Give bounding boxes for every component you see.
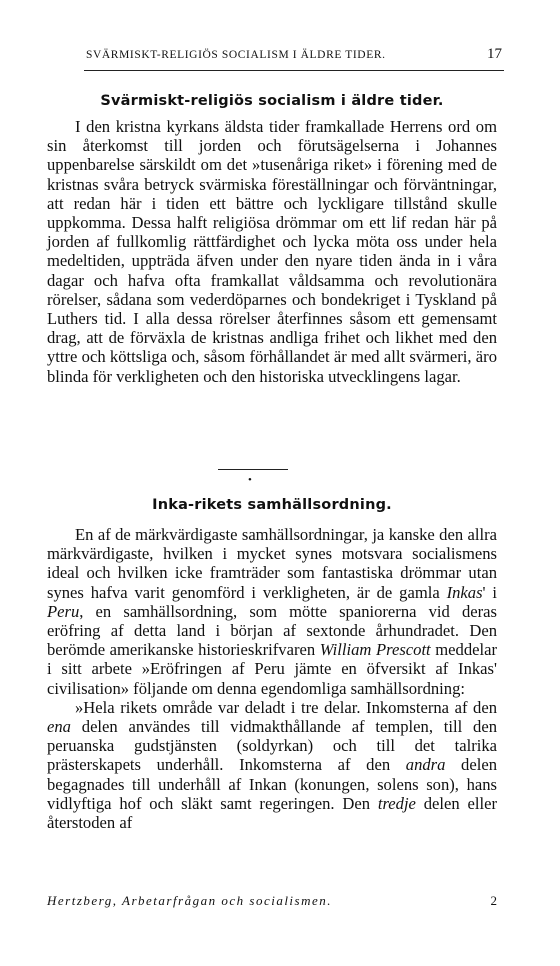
page-number: 17 <box>487 46 502 62</box>
footer-book-title: Hertzberg, Arbetarfrågan och socialismen. <box>47 893 333 908</box>
text-run: delen begagnades till underhåll af Inkan (konungen, solens son), hans vidlyftiga hof och släkt samt regeringen. Den <box>47 755 497 813</box>
emphasis-inkas: Inkas <box>446 582 483 602</box>
emphasis-andra: andra <box>405 755 446 775</box>
text-run: delen eller återstoden af <box>47 793 497 833</box>
section-2 <box>47 497 497 832</box>
text-run: delen användes till vidmakthållande af templen, till den peruanska gudstjänsten (soldyrkan) och till det talrika prästerskapets underhåll. Inkomsterna af den <box>47 717 497 775</box>
header-rule <box>84 70 504 71</box>
paragraph <box>47 698 497 832</box>
page-footer <box>47 893 497 909</box>
section-divider <box>218 469 288 470</box>
paragraph: I den kristna kyrkans äldsta tider framkallade Herrens ord om sin återkomst till jorden och förutsägelserna i Johannes uppenbarelse särskildt om det »tusenåriga riket» i förening med de kristnas svåra betryck svärmiska föreställningar och förväntningar, att redan här i tiden ett bättre och lyckligare tillstånd skulle uppkomma. Dessa halft religiösa drömmar om ett lif redan här på jorden af fullkomlig rättfärdighet och lycka möta oss under hela medeltiden, uppträda äfven under den nyare tiden ända in i våra dagar och hafva ofta framkallat våldsamma och revolutionära rörelser, sådana som vederdöparnes och bondekriget i Tyskland på Luthers tid. I alla dessa rörelser återfinnes såsom ett gemensamt drag, att de förväxla de kristnas andliga frihet och likhet med den yttre och köttsliga och, såsom förhållandet är med allt svärmeri, äro blinda för verkligheten och den historiska utvecklingens lagar. <box>47 117 497 386</box>
emphasis-peru: Peru <box>47 601 80 621</box>
text-run: »Hela rikets område var deladt i tre delar. Inkomsterna af den <box>75 697 497 717</box>
text-run: , en samhällsordning, som mötte spaniorerna vid deras eröfring af detta land i början af sextonde århundradet. Den berömde amerikanske historieskrifvaren <box>47 601 497 660</box>
page-header <box>86 46 502 63</box>
section-heading: Svärmiskt-religiös socialism i äldre tider. <box>100 93 444 109</box>
signature-mark: 2 <box>490 893 497 908</box>
section-1 <box>47 93 497 386</box>
running-title: SVÄRMISKT-RELIGIÖS SOCIALISM I ÄLDRE TIDER. <box>86 49 386 61</box>
emphasis-prescott: William Prescott <box>319 640 431 660</box>
paragraph <box>47 525 497 698</box>
emphasis-ena: ena <box>47 717 71 737</box>
ornament-dot: • <box>248 474 252 486</box>
text-run: En af de märkvärdigaste samhällsordningar, ja kanske den allra märkvärdigaste, hvilken i mycket synes motsvara socialismens ideal och hvilken icke framträder som fantastiska drömmar utan synes hafva varit genomförd i verkligheten, är de gamla <box>47 525 497 602</box>
section-heading: Inka-rikets samhällsordning. <box>152 497 392 513</box>
text-run: ' i <box>482 582 498 602</box>
text-run: meddelar i sitt arbete »Eröfringen af Peru jämte en öfversikt af Inkas' civilisation» följande om denna egendomliga samhällsordning: <box>47 640 498 698</box>
emphasis-tredje: tredje <box>377 793 416 813</box>
